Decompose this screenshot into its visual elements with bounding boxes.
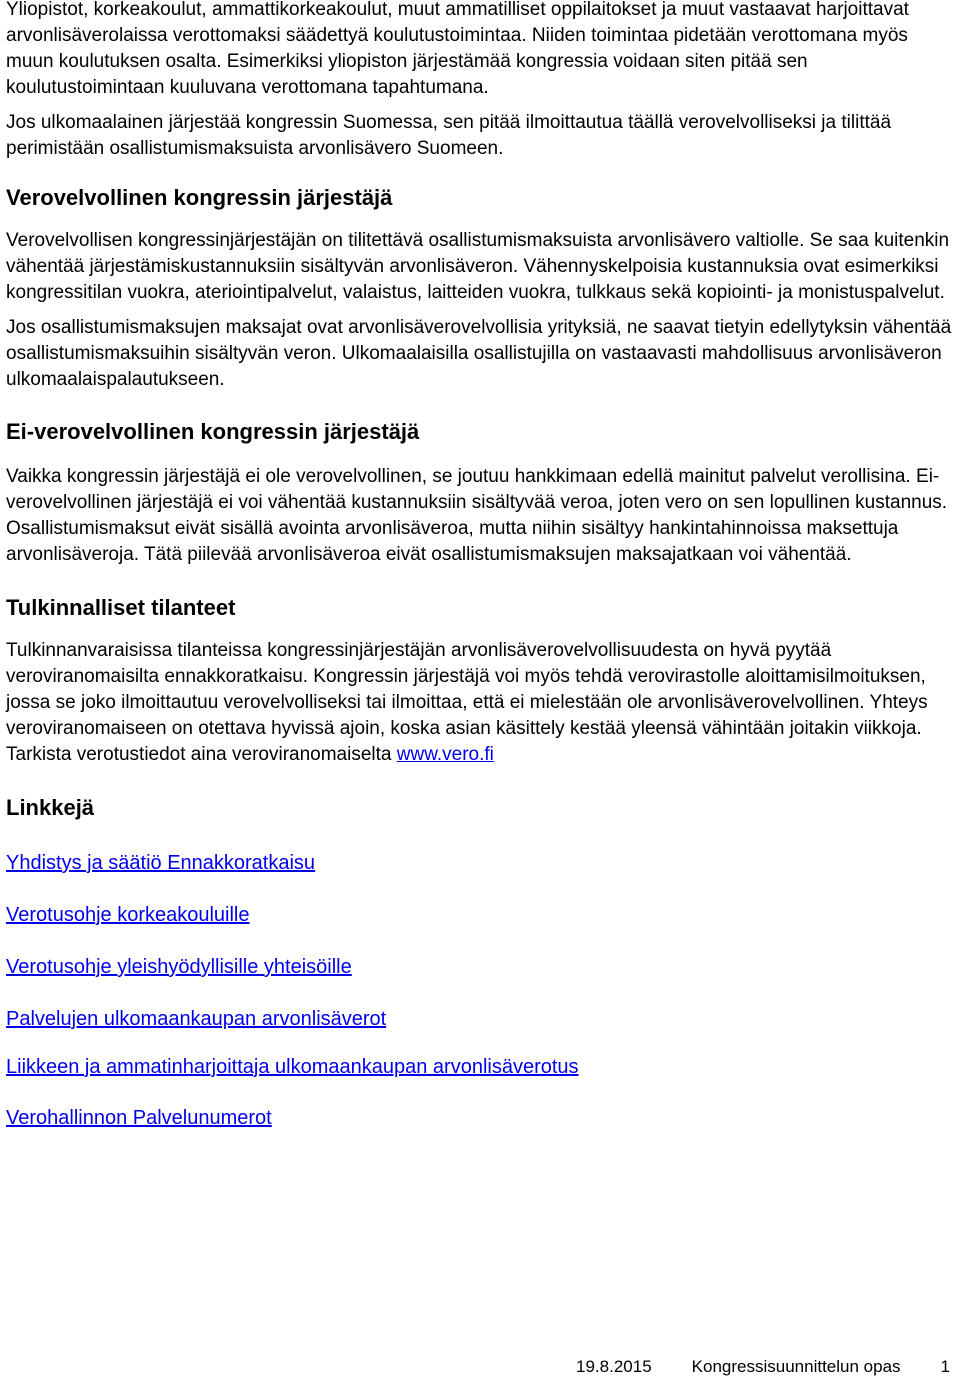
footer-document-title: Kongressisuunnittelun opas (691, 1357, 901, 1376)
section3-paragraph-2 (6, 742, 952, 768)
links-heading: Linkkejä (6, 795, 95, 820)
link-verohallinnon-palvelunumerot[interactable]: Verohallinnon Palvelunumerot (6, 1107, 272, 1129)
link-verotusohje-korkeakouluille[interactable]: Verotusohje korkeakouluille (6, 904, 250, 926)
section1-paragraph-2: Jos osallistumismaksujen maksajat ovat arvonlisäverovelvollisia yrityksiä, ne saavat tietyin edellytyksin vähentää osallistumismaksuihin sisältyvän veron. Ulkomaalaisilla osallistujilla on vastaavasti mahdollisuus arvonlisäveron ulkomaalaispalautukseen. (6, 317, 952, 390)
document-page (6, 0, 952, 1131)
vero-fi-link[interactable]: www.vero.fi (396, 744, 494, 765)
section3-paragraph-2-text: Tarkista verotustiedot aina veroviranomaiselta (6, 744, 397, 765)
section1-paragraph-1: Verovelvollisen kongressinjärjestäjän on tilitettävä osallistumismaksuista arvonlisävero valtiolle. Se saa kuitenkin vähentää järjestämiskustannuksiin sisältyvän arvonlisäveron. Vähennyskelpoisia kustannuksia ovat esimerkiksi kongressitilan vuokra, ateriointipalvelut, valaistus, laitteiden vuokra, tulkkaus sekä kopiointi- ja monistuspalvelut. (6, 230, 950, 303)
section-heading-tulkinnalliset: Tulkinnalliset tilanteet (6, 595, 236, 620)
links-list (6, 850, 952, 1131)
section2-paragraph-1: Vaikka kongressin järjestäjä ei ole verovelvollinen, se joutuu hankkimaan edellä mainitut palvelut verollisina. Ei-verovelvollinen järjestäjä ei voi vähentää kustannuksiin sisältyvää veroa, joten vero on sen lopullinen kustannus. Osallistumismaksut eivät sisällä avointa arvonlisäveroa, mutta niihin sisältyy hankintahinnoissa maksettuja arvonlisäveroja. Tätä piilevää arvonlisäveroa eivät osallistumismaksujen maksajatkaan voi vähentää. (6, 466, 948, 565)
link-palvelujen-ulkomaankaupan-alv[interactable]: Palvelujen ulkomaankaupan arvonlisäverot (6, 1008, 387, 1030)
page-footer (576, 1357, 950, 1377)
section3-paragraph-1: Tulkinnanvaraisissa tilanteissa kongressinjärjestäjän arvonlisäverovelvollisuudesta on hyvä pyytää veroviranomaisilta ennakkoratkaisu. Kongressin järjestäjä voi myös tehdä verovirastolle aloittamisilmoituksen, jossa se joko ilmoittautuu verovelvolliseksi tai ilmoittaa, että ei mielestään ole arvonlisäverovelvollinen. Yhteys veroviranomaiseen on otettava hyvissä ajoin, koska asian käsittely kestää yleensä vähintään joitakin viikkoja. (6, 640, 928, 739)
intro-paragraph-2: Jos ulkomaalainen järjestää kongressin Suomessa, sen pitää ilmoittautua täällä verovelvolliseksi ja tilittää perimistään osallistumismaksuista arvonlisävero Suomeen. (6, 112, 892, 159)
footer-date: 19.8.2015 (576, 1357, 652, 1376)
intro-paragraph-1: Yliopistot, korkeakoulut, ammattikorkeakoulut, muut ammatilliset oppilaitokset ja muut vastaavat harjoittavat arvonlisäverolaissa verottomaksi säädettyä koulutustoimintaa. Niiden toimintaa pidetään verottomana myös muun koulutuksen osalta. Esimerkiksi yliopiston järjestämää kongressia voidaan siten pitää sen koulutustoimintaan kuuluvana verottomana tapahtumana. (6, 0, 909, 98)
footer-page-number: 1 (940, 1357, 950, 1376)
link-liikkeen-ulkomaankaupan-alv[interactable]: Liikkeen ja ammatinharjoittaja ulkomaankaupan arvonlisäverotus (6, 1056, 579, 1078)
section-heading-ei-verovelvollinen: Ei-verovelvollinen kongressin järjestäjä (6, 419, 420, 444)
section-heading-verovelvollinen: Verovelvollinen kongressin järjestäjä (6, 185, 393, 210)
link-yhdistys-saatio-ennakkoratkaisu[interactable]: Yhdistys ja säätiö Ennakkoratkaisu (6, 852, 316, 874)
link-verotusohje-yleishyodyllisille[interactable]: Verotusohje yleishyödyllisille yhteisöille (6, 956, 352, 978)
